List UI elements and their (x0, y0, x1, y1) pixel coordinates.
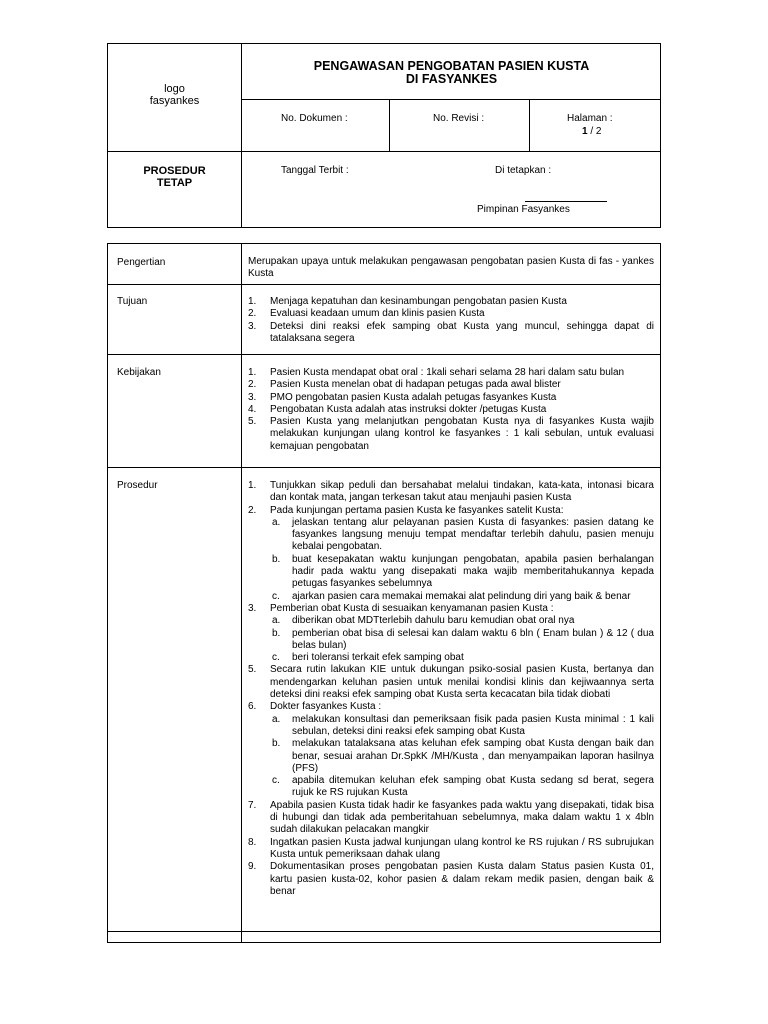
row-divider-4 (107, 931, 661, 932)
header-divider-v3 (529, 99, 530, 152)
item-number: 3. (248, 320, 257, 332)
halaman-value (582, 126, 601, 138)
sub-list-item (248, 714, 654, 739)
tanggal-terbit-label: Tanggal Terbit : (281, 165, 349, 176)
item-number: 2. (248, 379, 257, 391)
halaman-current: 1 (582, 126, 588, 137)
sub-list-item (248, 775, 654, 800)
item-text: Pemberian obat Kusta di sesuaikan kenyamanan pasien Kusta : (270, 602, 554, 614)
item-number: 1. (248, 296, 257, 307)
item-number: 7. (248, 799, 257, 811)
item-text: Tunjukkan sikap peduli dan bersahabat melalui tindakan, kata-kata, intonasi bicara dan kontak mata, jangan terkesan takut atau menjauhi pasien Kusta (270, 480, 654, 504)
header-divider-h2 (107, 151, 661, 152)
logo-placeholder-label: logo fasyankes (149, 83, 200, 107)
item-text: Pasien Kusta menelan obat di hadapan petugas pada awal blister (270, 379, 561, 391)
item-number: 5. (248, 416, 257, 428)
item-number: 2. (248, 308, 257, 320)
item-number: 3. (248, 391, 257, 403)
list-item (248, 701, 654, 713)
kebijakan-label: Kebijakan (117, 367, 161, 378)
list-item (248, 800, 654, 837)
item-text: Pasien Kusta yang melanjutkan pengobatan Kusta nya di fasyankes Kusta wajib melakukan kunjungan ulang kontrol ke fasyankes : 1 kali sebulan, untuk evaluasi kemajuan pengobatan (270, 416, 654, 452)
no-revisi-label: No. Revisi : (433, 113, 485, 124)
header-divider-v2 (389, 99, 390, 152)
list-item (248, 296, 654, 308)
header-divider-h1 (241, 99, 661, 100)
list-item (248, 603, 654, 615)
halaman-label: Halaman : (567, 113, 613, 124)
item-text: Deteksi dini reaksi efek samping obat Kusta yang muncul, sehingga dapat di tatalaksana segera (270, 320, 654, 344)
item-text: Evaluasi keadaan umum dan klinis pasien Kusta (270, 308, 485, 320)
kebijakan-list (248, 367, 654, 453)
halaman-total: / 2 (590, 126, 602, 137)
item-number: c. (272, 775, 280, 787)
sub-list-item (248, 517, 654, 554)
item-number: 3. (248, 602, 257, 614)
list-item (248, 321, 654, 346)
item-text: Ingatkan pasien Kusta jadwal kunjungan ulang kontrol ke RS rujukan / RS subrujukan Kusta untuk pemeriksaan dahak ulang (270, 836, 654, 860)
item-number: c. (272, 652, 280, 664)
list-item (248, 404, 654, 416)
list-item (248, 861, 654, 898)
list-item (248, 837, 654, 862)
item-number: 9. (248, 861, 257, 873)
item-number: 6. (248, 701, 257, 713)
item-text: Pengobatan Kusta adalah atas instruksi dokter /petugas Kusta (270, 403, 547, 415)
list-item (248, 480, 654, 505)
list-item (248, 505, 654, 517)
item-text: buat kesepakatan waktu kunjungan pengobatan, apabila pasien berhalangan hadir pada waktu yang disepakati maka wajib memberitahukannya kepada petugas fasyankes sebelumnya (292, 553, 654, 590)
list-item (248, 308, 654, 320)
no-dokumen-label: No. Dokumen : (281, 113, 348, 124)
item-text: ajarkan pasien cara memakai memakai alat pelindung diri yang baik & benar (292, 590, 631, 602)
item-text: Dokumentasikan proses pengobatan pasien Kusta dalam Status pasien Kusta 01, kartu pasien kusta-02, kohor pasien & dalam rekam medik pasien, dengan baik & benar (270, 861, 654, 897)
document-title: PENGAWASAN PENGOBATAN PASIEN KUSTA DI FASYANKES (313, 59, 590, 86)
list-item (248, 379, 654, 391)
item-number: a. (272, 713, 281, 725)
item-text: melakukan tatalaksana atas keluhan efek samping obat Kusta dengan baik dan benar, sesuai arahan Dr.SpkK /MH/Kusta , dan menyampaikan laporan hasilnya (PFS) (292, 738, 654, 774)
prosedur-tetap-label: PROSEDUR TETAP (143, 165, 206, 189)
item-number: 2. (248, 504, 257, 516)
item-text: Dokter fasyankes Kusta : (270, 701, 382, 713)
item-text: Secara rutin lakukan KIE untuk dukungan psiko-sosial pasien Kusta, bertanya dan mendengarkan keluhan pasien untuk menilai kondisi klinis dan kejiwaannya serta deteksi dini reaksi efek samping obat Kusta serta kecacatan bila tidak diobati (270, 664, 654, 701)
item-text: apabila ditemukan keluhan efek samping obat Kusta sedang sd berat, segera rujuk ke RS rujukan Kusta (292, 775, 654, 799)
list-item (248, 664, 654, 701)
item-number: b. (272, 627, 281, 639)
row-divider-2 (107, 354, 661, 355)
ditetapkan-label: Di tetapkan : (495, 165, 552, 176)
sub-list-item (248, 591, 654, 603)
item-text: pemberian obat bisa di selesai kan dalam waktu 6 bln ( Enam bulan ) & 12 ( dua belas bulan) (292, 627, 654, 651)
signature-line (525, 201, 607, 202)
body-divider-vertical (241, 243, 242, 943)
item-number: 5. (248, 664, 257, 676)
sub-list-item (248, 554, 654, 591)
sub-list-item (248, 738, 654, 775)
row-divider-3 (107, 467, 661, 468)
item-text: jelaskan tentang alur pelayanan pasien Kusta di fasyankes: pasien datang ke fasyankes langsung menuju tempat mendaftar terlebih dahulu, pasien menuju kebalai pengobatan. (292, 516, 654, 553)
item-text: PMO pengobatan pasien Kusta adalah petugas fasyankes Kusta (270, 391, 557, 403)
item-text: Apabila pasien Kusta tidak hadir ke fasyankes pada waktu yang disepakati, tidak bisa di hubungi dan tidak ada pemberitahuan sebelumnya, maka dalam waktu 1 x 4bln sudah dilakukan pelacakan mangkir (270, 799, 654, 836)
item-number: b. (272, 738, 281, 750)
list-item (248, 392, 654, 404)
item-number: c. (272, 590, 280, 602)
item-text: Pada kunjungan pertama pasien Kusta ke fasyankes satelit Kusta: (270, 504, 564, 516)
item-number: a. (272, 516, 281, 528)
item-number: b. (272, 553, 281, 565)
tujuan-list (248, 296, 654, 345)
item-number: a. (272, 615, 281, 627)
tujuan-label: Tujuan (117, 296, 148, 307)
item-text: diberikan obat MDTterlebih dahulu baru kemudian obat oral nya (292, 615, 575, 627)
sub-list-item (248, 652, 654, 664)
pengertian-text: Merupakan upaya untuk melakukan pengawasan pengobatan pasien Kusta di fas - yankes Kusta (248, 256, 654, 279)
pengertian-label: Pengertian (117, 257, 166, 268)
item-text: beri toleransi terkait efek samping obat (292, 652, 464, 664)
prosedur-label: Prosedur (117, 480, 158, 491)
item-text: Menjaga kepatuhan dan kesinambungan pengobatan pasien Kusta (270, 296, 567, 307)
list-item (248, 416, 654, 453)
item-number: 4. (248, 403, 257, 415)
row-divider-1 (107, 284, 661, 285)
pimpinan-label: Pimpinan Fasyankes (477, 204, 570, 215)
item-number: 1. (248, 480, 257, 491)
item-number: 8. (248, 836, 257, 848)
item-text: melakukan konsultasi dan pemeriksaan fisik pada pasien Kusta minimal : 1 kali sebulan, deteksi dini reaksi efek samping obat Kusta (292, 713, 654, 737)
prosedur-list (248, 480, 654, 898)
list-item (248, 367, 654, 379)
item-number: 1. (248, 367, 257, 378)
item-text: Pasien Kusta mendapat obat oral : 1kali sehari selama 28 hari dalam satu bulan (270, 367, 625, 378)
sub-list-item (248, 615, 654, 627)
sub-list-item (248, 628, 654, 653)
